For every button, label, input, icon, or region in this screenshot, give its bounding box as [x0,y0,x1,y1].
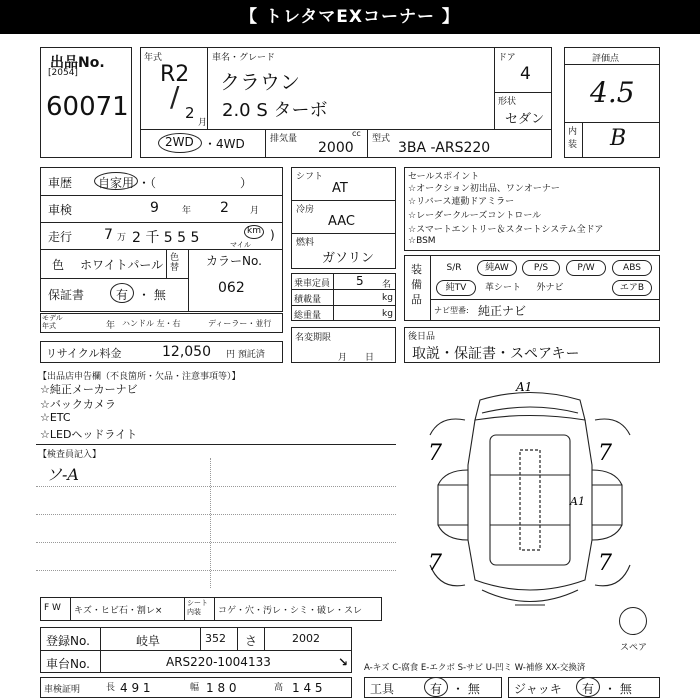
tools-value: 有 [430,682,443,696]
inspection-month-unit: 月 [250,206,260,216]
damage-rl: 7 [428,551,442,576]
report-item-2: ☆バックカメラ [40,398,116,411]
equip-tv: 純TV [436,280,476,296]
model-year-unit: 年 [106,321,116,331]
inspection-label: 車検 [48,203,73,217]
model-year-dealer: ディーラー・並行 [208,319,272,328]
displacement-value: 2000 [318,140,354,156]
registration-region: 岐阜 [136,634,161,648]
recycle-unit: 円 預託済 [226,350,265,360]
equip-abs: ABS [612,260,652,276]
equip-ps: P/S [522,260,560,276]
shift-value: AT [332,181,348,196]
defects-seat: シート内装 [187,599,208,616]
damage-top: A1 [516,380,533,394]
sales-point-2: ☆リバース連動ドアミラー [408,197,515,207]
model-label: 型式 [372,134,391,144]
defects-seat-legend: コゲ・穴・汚レ・シミ・破レ・スレ [218,606,363,616]
year-month: 2 [185,104,195,122]
equip-pw: P/W [566,260,606,276]
certificate-hei: 1 4 5 [292,681,323,695]
sales-point-3: ☆レーダークルーズコントロール [408,211,542,221]
name-change-unit: 月 日 [338,353,375,363]
doors-value: 4 [520,64,531,84]
year-label: 年式 [144,53,163,63]
tools-label: 工具 [370,682,395,696]
year-month-unit: 月 [198,118,208,128]
car-name: クラウン [220,70,300,94]
registration-number: 2002 [292,632,320,645]
inspection-month: 2 [220,200,229,216]
warranty-label: 保証書 [48,288,85,302]
model-year-handle: ハンドル 左・右 [122,319,181,328]
inspection-year-unit: 年 [182,206,192,216]
drive-2wd: 2WD [165,135,194,149]
registration-class: 352 [205,632,226,645]
sales-points-label: セールスポイント [408,172,480,182]
drive-4wd: ・4WD [204,137,245,151]
certificate-wid-label: 幅 [190,683,200,693]
mileage-mile: マイル [230,241,251,249]
ac-value: AAC [328,214,355,229]
page-header: 【 トレタマEXコーナー 】 [0,0,700,34]
spare-label: スペア [620,643,648,653]
equipment-label: 装備品 [411,263,422,306]
inspector-label: 【検査員記入】 [38,450,102,460]
navi-label: ナビ型番: [434,306,469,315]
sales-point-1: ☆オークション初出品、ワンオーナー [408,184,560,194]
lot-label: 出品No. [50,55,105,71]
sales-point-5: ☆BSM [408,236,436,246]
certificate-len-label: 長 [106,683,116,693]
damage-side: A1 [570,495,585,508]
color-value: ホワイトパール [80,258,164,272]
report-item-4: ☆LEDヘッドライト [40,428,138,441]
certificate-label: 車検証明 [44,685,81,695]
history-value: 自家用 [98,176,135,190]
shape-label: 形状 [498,97,517,107]
score-value: 4.5 [590,76,635,109]
shift-label: シフト [296,172,324,182]
shape-value: セダン [505,112,545,127]
equip-airbag: エアB [612,280,652,296]
gross-unit: kg [382,309,393,319]
chassis-label: 車台No. [46,657,90,671]
color-code-label: カラーNo. [206,254,262,268]
jack-rest: ・ 無 [604,682,632,696]
inspection-year: 9 [150,200,159,216]
equip-seat: 革シート [480,280,526,296]
report-item-1: ☆純正メーカーナビ [40,383,138,396]
displacement-unit: cc [352,129,361,138]
fuel-value: ガソリン [322,251,375,266]
spare-tire-circle [619,607,647,635]
history-rest: ・（ ） [138,176,253,190]
capacity-unit: 名 [382,280,392,290]
capacity-value: 5 [356,274,364,288]
displacement-label: 排気量 [270,134,298,144]
interior-label: 内装 [568,127,578,150]
certificate-hei-label: 高 [274,683,284,693]
year-era: R2 [160,62,190,87]
certificate-wid: 1 8 0 [206,681,237,695]
extras-value: 取説・保証書・スペアキー [412,346,580,362]
load-label: 積載量 [294,295,322,305]
jack-label: ジャッキ [514,682,562,696]
report-item-3: ☆ETC [40,411,71,424]
damage-fl: 7 [428,441,442,466]
load-unit: kg [382,293,393,303]
history-label: 車歴 [48,176,73,190]
car-damage-diagram [420,375,640,625]
mileage-man-unit: 万 [117,233,127,243]
equip-aw: 純AW [477,260,517,276]
registration-kana: さ [245,634,258,648]
defects-fw: F W [44,603,61,613]
color-change: 色替 [170,253,180,273]
sales-point-4: ☆スマートエントリー＆スタートシステム全ドア [408,225,604,235]
mileage-digits: 2 千 5 5 5 [132,230,200,246]
inspector-note: ソ-A [46,465,79,484]
ac-label: 冷房 [296,205,315,215]
mileage-km: km [247,226,261,236]
recycle-value: 12,050 [162,344,211,360]
warranty-rest: ・ 無 [138,288,166,302]
model-value: 3BA -ARS220 [398,140,491,156]
fuel-label: 燃料 [296,238,315,248]
equip-sr: S/R [436,260,472,276]
defects-legend: キズ・ヒビ石・割レ× [74,606,163,616]
damage-fr: 7 [598,441,612,466]
mileage-label: 走行 [48,230,73,244]
chassis-value: ARS220-1004133 [166,655,271,669]
certificate-len: 4 9 1 [120,681,151,695]
mileage-man: 7 [104,227,113,243]
lot-stamp: [2054] [48,68,78,78]
car-grade: 2.0 S ターボ [222,100,328,121]
warranty-value: 有 [116,288,129,302]
extras-label: 後日品 [408,332,436,342]
name-change-label: 名変期限 [295,333,332,343]
equip-navi: 外ナビ [530,280,570,296]
recycle-label: リサイクル料金 [46,347,122,360]
interior-value: B [610,126,627,151]
gross-label: 総重量 [294,311,322,321]
color-code: 062 [218,280,245,296]
jack-value: 有 [582,682,595,696]
damage-rr: 7 [598,551,612,576]
navi-value: 純正ナビ [478,304,527,318]
legend-codes: A-キズ C-腐食 E-エクボ S-サビ U-凹ミ W-補修 XX-交換済 [364,663,586,673]
registration-label: 登録No. [46,634,90,648]
color-label: 色 [52,258,65,272]
lot-number: 60071 [46,92,129,122]
capacity-label: 乗車定員 [294,279,331,289]
doors-label: ドア [498,53,516,63]
score-label: 評価点 [592,54,620,64]
car-label: 車名・グレード [212,53,276,63]
report-label: 【出品店申告欄（不良箇所・欠品・注意事項等）】 [38,372,241,382]
tools-rest: ・ 無 [452,682,480,696]
model-year-label: モデル年式 [42,314,63,330]
